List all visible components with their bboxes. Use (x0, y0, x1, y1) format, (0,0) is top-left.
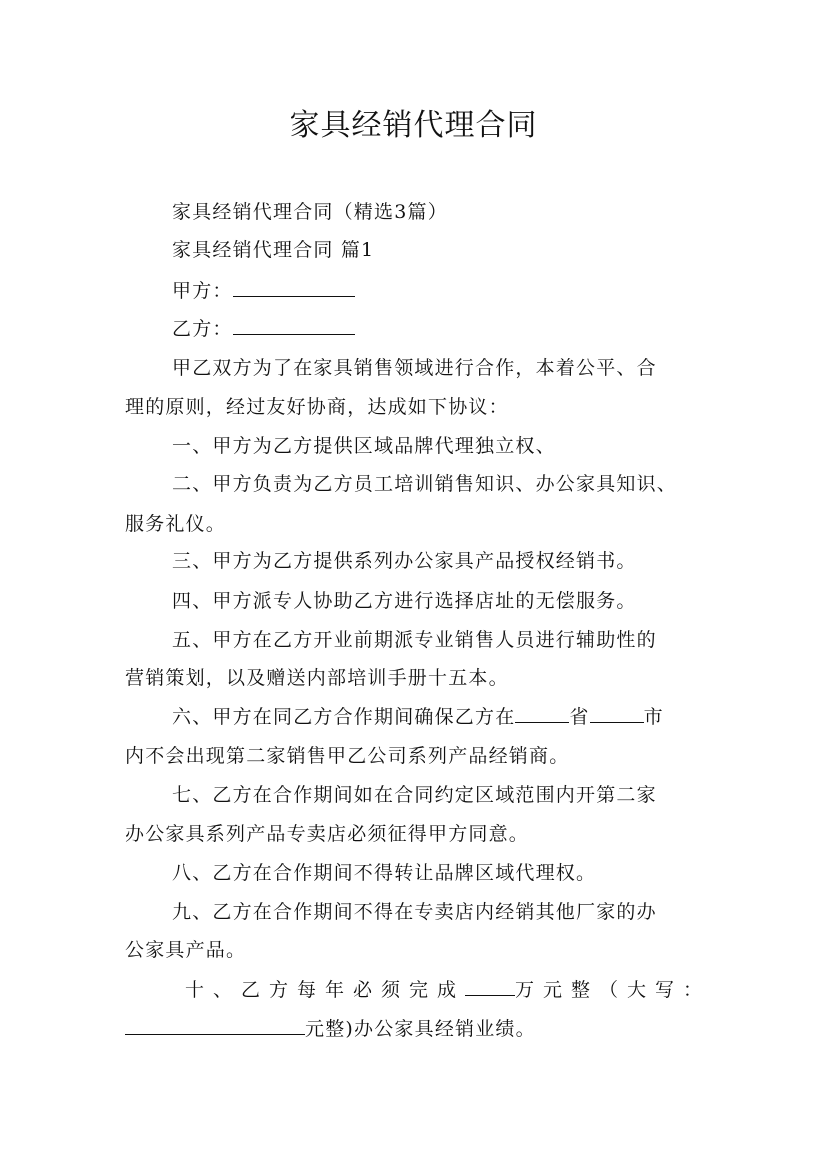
clause-5-line-1: 五、甲方在乙方开业前期派专业销售人员进行辅助性的 (172, 629, 657, 651)
clause-10-line-1 (185, 977, 712, 1003)
clause-9-line-1: 九、乙方在合作期间不得在专卖店内经销其他厂家的办 (172, 901, 657, 923)
clause-7-line-1: 七、乙方在合作期间如在合同约定区域范围内开第二家 (172, 784, 657, 806)
party-a-label: 甲方： (172, 280, 233, 302)
party-b-blank (233, 316, 355, 335)
document-title: 家具经销代理合同 (289, 108, 538, 143)
clause-8: 八、乙方在合作期间不得转让品牌区域代理权。 (172, 862, 597, 884)
clause-10-line-2 (125, 1016, 705, 1042)
clause-2-line-1: 二、甲方负责为乙方员工培训销售知识、办公家具知识、 (172, 473, 678, 495)
party-a-blank (233, 278, 355, 297)
party-b-label: 乙方： (172, 318, 233, 340)
party-b-line (172, 316, 705, 342)
clause-7-line-2: 办公家具系列产品专卖店必须征得甲方同意。 (125, 823, 530, 845)
clause-9-line-2: 公家具产品。 (125, 939, 247, 961)
clause-10-text-a: 十、乙方每年必须完成 (185, 979, 466, 1001)
amount-uppercase-blank (125, 1016, 305, 1035)
intro-line-1: 甲乙双方为了在家具销售领域进行合作，本着公平、合 (172, 357, 657, 379)
section-heading: 家具经销代理合同 篇1 (172, 239, 375, 261)
party-a-line (172, 278, 705, 304)
clause-3: 三、甲方为乙方提供系列办公家具产品授权经销书。 (172, 550, 637, 572)
clause-1: 一、甲方为乙方提供区域品牌代理独立权、 (172, 435, 556, 457)
amount-blank (465, 977, 515, 996)
intro-line-2: 理的原则，经过友好协商，达成如下协议： (125, 396, 509, 418)
clause-10-text-b: 万元整（大写： (515, 979, 712, 1001)
clause-6-text-a: 六、甲方在同乙方合作期间确保乙方在 (172, 706, 516, 728)
clause-6-text-b: 省 (569, 706, 590, 728)
clause-6-line-1 (172, 704, 705, 730)
document-subtitle: 家具经销代理合同（精选3篇） (172, 201, 448, 223)
clause-10-text-c: 元整)办公家具经销业绩。 (305, 1018, 536, 1040)
clause-2-line-2: 服务礼仪。 (125, 513, 227, 535)
clause-6-line-2: 内不会出现第二家销售甲乙公司系列产品经销商。 (125, 745, 570, 767)
city-blank (590, 704, 644, 723)
clause-5-line-2: 营销策划，以及赠送内部培训手册十五本。 (125, 667, 509, 689)
clause-6-text-c: 市 (643, 706, 664, 728)
province-blank (515, 704, 569, 723)
clause-4: 四、甲方派专人协助乙方进行选择店址的无偿服务。 (172, 590, 637, 612)
